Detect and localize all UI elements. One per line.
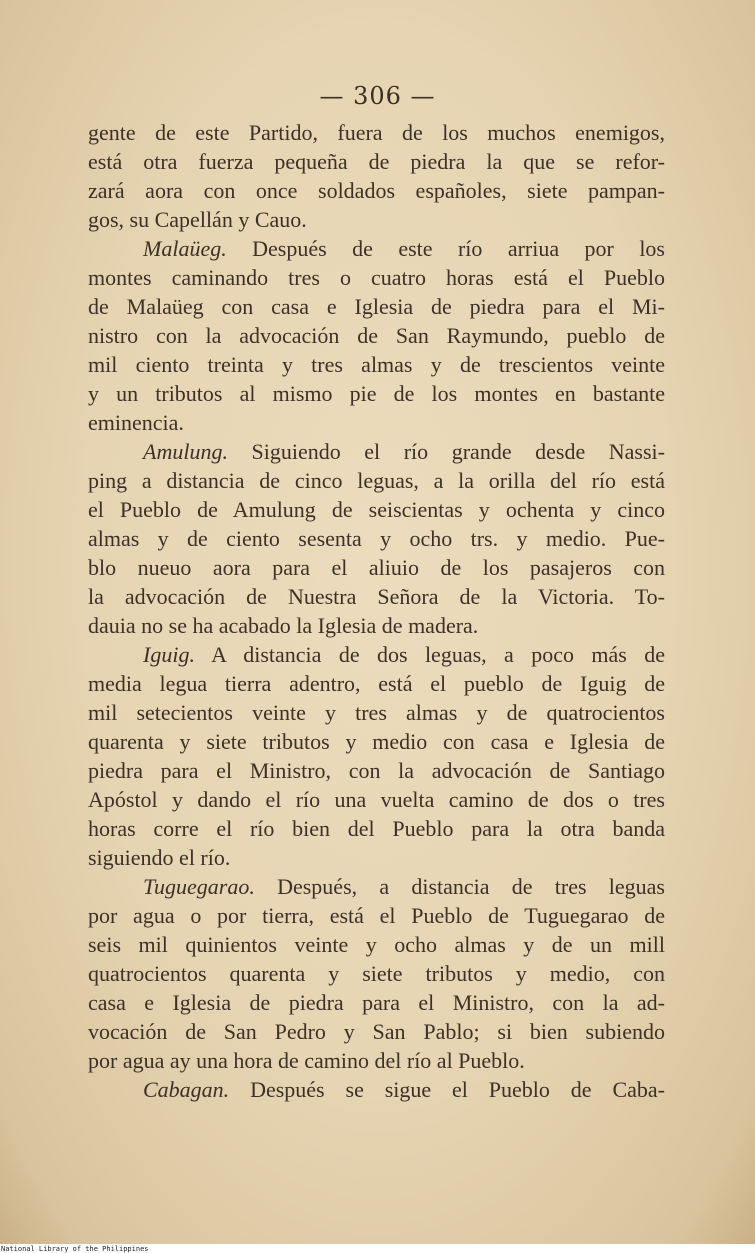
text-line: Apóstol y dando el río una vuelta camino de dos o tres — [88, 787, 665, 812]
text-line: Malaüeg. Después de este río arriua por los — [143, 236, 665, 261]
text-line: seis mil quinientos veinte y ocho almas y de un mill — [88, 932, 665, 957]
text-line: blo nueuo aora para el aliuio de los pasajeros con — [88, 555, 665, 580]
body-text — [88, 118, 665, 1104]
text-line: zará aora con once soldados españoles, siete pampan- — [88, 178, 665, 203]
text-line: Tuguegarao. Después, a distancia de tres leguas — [143, 874, 665, 899]
section-heading-iguig: Iguig. — [143, 642, 195, 667]
text-line: de Malaüeg con casa e Iglesia de piedra para el Mi- — [88, 294, 665, 319]
text-line: eminencia. — [88, 410, 184, 435]
text-line: por agua o por tierra, está el Pueblo de Tuguegarao de — [88, 903, 665, 928]
text-line: el Pueblo de Amulung de seiscientas y ochenta y cinco — [88, 497, 665, 522]
text-line: Iguig. A distancia de dos leguas, a poco más de — [143, 642, 665, 667]
text-line: vocación de San Pedro y San Pablo; si bien subiendo — [88, 1019, 665, 1044]
text-line: mil setecientos veinte y tres almas y de quatrocientos — [88, 700, 665, 725]
text-line: nistro con la advocación de San Raymundo, pueblo de — [88, 323, 665, 348]
text-line: y un tributos al mismo pie de los montes en bastante — [88, 381, 665, 406]
text-line: gos, su Capellán y Cauo. — [88, 207, 307, 232]
page-number: — 306 — — [319, 82, 436, 110]
text-line: gente de este Partido, fuera de los muchos enemigos, — [88, 120, 665, 145]
text-line: siguiendo el río. — [88, 845, 231, 870]
text-line: almas y de ciento sesenta y ocho trs. y medio. Pue- — [88, 526, 665, 551]
section-heading-amulung: Amulung. — [143, 439, 228, 464]
text-line: mil ciento treinta y tres almas y de trescientos veinte — [88, 352, 665, 377]
text-line: quatrocientos quarenta y siete tributos y medio, con — [88, 961, 665, 986]
text-line: está otra fuerza pequeña de piedra la que se refor- — [88, 149, 665, 174]
text-line: casa e Iglesia de piedra para el Ministro, con la ad- — [88, 990, 665, 1015]
text-line: ping a distancia de cinco leguas, a la orilla del río está — [88, 468, 665, 493]
text-line: por agua ay una hora de camino del río al Pueblo. — [88, 1048, 525, 1073]
text-line: quarenta y siete tributos y medio con casa e Iglesia de — [88, 729, 665, 754]
text-line: media legua tierra adentro, está el pueblo de Iguig de — [88, 671, 665, 696]
text-line: montes caminando tres o cuatro horas está el Pueblo — [88, 265, 665, 290]
section-heading-tuguegarao: Tuguegarao. — [143, 874, 255, 899]
text-line: horas corre el río bien del Pueblo para la otra banda — [88, 816, 665, 841]
text-line: dauia no se ha acabado la Iglesia de madera. — [88, 613, 479, 638]
text-line: la advocación de Nuestra Señora de la Victoria. To- — [88, 584, 665, 609]
section-heading-malaueg: Malaüeg. — [143, 236, 227, 261]
text-line: Cabagan. Después se sigue el Pueblo de Caba- — [143, 1077, 665, 1102]
text-line: piedra para el Ministro, con la advocación de Santiago — [88, 758, 665, 783]
text-line: Amulung. Siguiendo el río grande desde Nassi- — [143, 439, 665, 464]
section-heading-cabagan: Cabagan. — [143, 1077, 230, 1102]
library-attribution: National Library of the Philippines — [1, 1245, 149, 1253]
